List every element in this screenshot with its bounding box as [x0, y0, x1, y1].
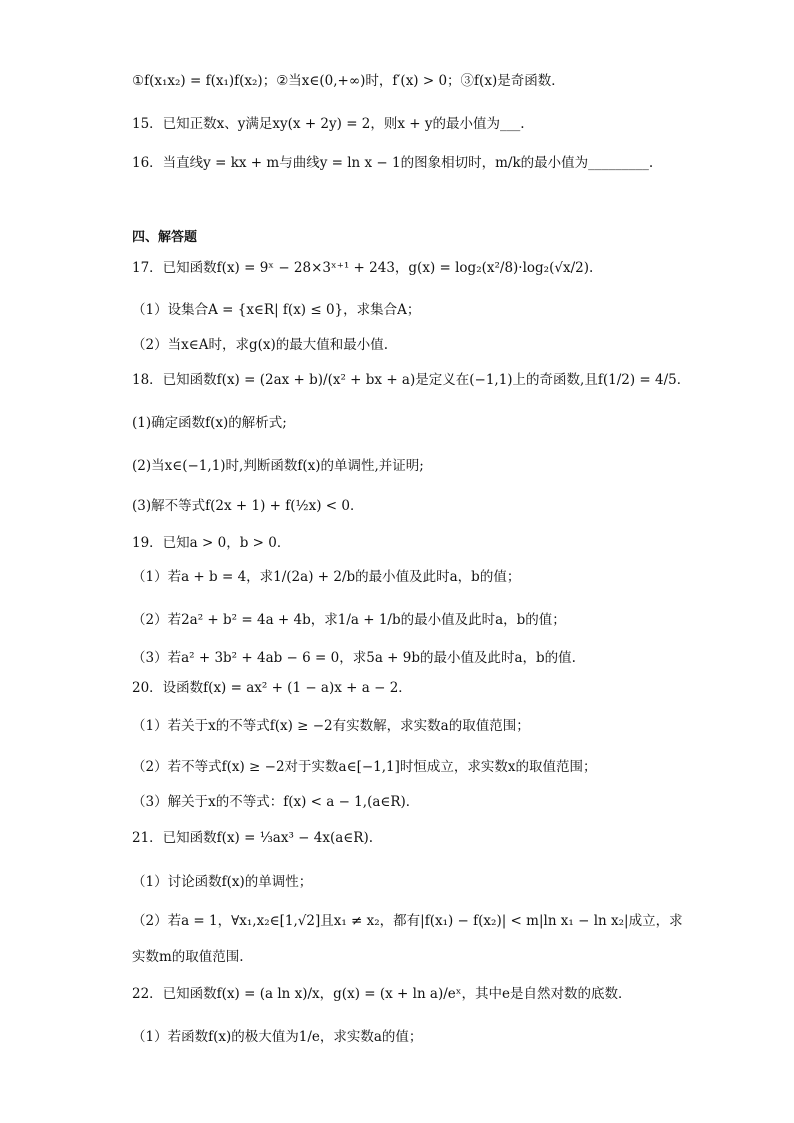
problem-21: 21．已知函数f(x) = ⅓ax³ − 4x(a∈R).: [132, 830, 374, 846]
problem-17: 17．已知函数f(x) = 9ˣ − 28×3ˣ⁺¹ + 243，g(x) = log₂(x²/8)·log₂(√x/2).: [132, 260, 594, 276]
problem-21-part-1: （1）讨论函数f(x)的单调性；: [132, 874, 313, 890]
problem-20-part-1: （1）若关于x的不等式f(x) ≥ −2有实数解，求实数a的取值范围；: [132, 718, 530, 734]
problem-20-part-2: （2）若不等式f(x) ≥ −2对于实数a∈[−1,1]时恒成立，求实数x的取值范围；: [132, 759, 597, 775]
problem-17-part-1: （1）设集合A = {x∈R| f(x) ≤ 0}，求集合A；: [132, 302, 421, 318]
problem-22: 22．已知函数f(x) = (a ln x)/x，g(x) = (x + ln a)/eˣ，其中e是自然对数的底数．: [132, 986, 632, 1002]
problem-21-part-2-cont: 实数m的取值范围.: [132, 949, 244, 965]
problem-17-part-2: （2）当x∈A时，求g(x)的最大值和最小值.: [132, 337, 389, 353]
problem-19-part-1: （1）若a + b = 4，求1/(2a) + 2/b的最小值及此时a，b的值；: [132, 569, 521, 585]
problem-18-part-1: (1)确定函数f(x)的解析式;: [132, 415, 287, 431]
problem-14-conditions: ①f(x₁x₂) = f(x₁)f(x₂)；②当x∈(0,+∞)时，f′(x) > 0；③f(x)是奇函数．: [132, 73, 565, 89]
problem-20-part-3: （3）解关于x的不等式：f(x) < a − 1,(a∈R)．: [132, 794, 420, 810]
section-heading: 四、解答题: [132, 230, 198, 245]
problem-22-part-1: （1）若函数f(x)的极大值为1/e，求实数a的值；: [132, 1029, 423, 1045]
problem-19-part-3: （3）若a² + 3b² + 4ab − 6 = 0，求5a + 9b的最小值及此时a，b的值.: [132, 650, 576, 666]
problem-19-part-2: （2）若2a² + b² = 4a + 4b，求1/a + 1/b的最小值及此时a，b的值；: [132, 612, 566, 628]
problem-20: 20．设函数f(x) = ax² + (1 − a)x + a − 2．: [132, 680, 412, 696]
problem-15: 15．已知正数x、y满足xy(x + 2y) = 2，则x + y的最小值为___.: [132, 116, 525, 132]
problem-18: 18．已知函数f(x) = (2ax + b)/(x² + bx + a)是定义在(−1,1)上的奇函数,且f(1/2) = 4/5．: [132, 372, 691, 388]
problem-18-part-3: (3)解不等式f(2x + 1) + f(½x) < 0．: [132, 498, 364, 514]
problem-18-part-2: (2)当x∈(−1,1)时,判断函数f(x)的单调性,并证明;: [132, 458, 424, 474]
problem-21-part-2: （2）若a = 1，∀x₁,x₂∈[1,√2]且x₁ ≠ x₂，都有|f(x₁) − f(x₂)| < m|ln x₁ − ln x₂|成立，求: [132, 913, 683, 929]
problem-16: 16．当直线y = kx + m与曲线y = ln x − 1的图象相切时，m/k的最小值为_________.: [132, 155, 654, 171]
problem-19: 19．已知a > 0，b > 0．: [132, 535, 291, 551]
